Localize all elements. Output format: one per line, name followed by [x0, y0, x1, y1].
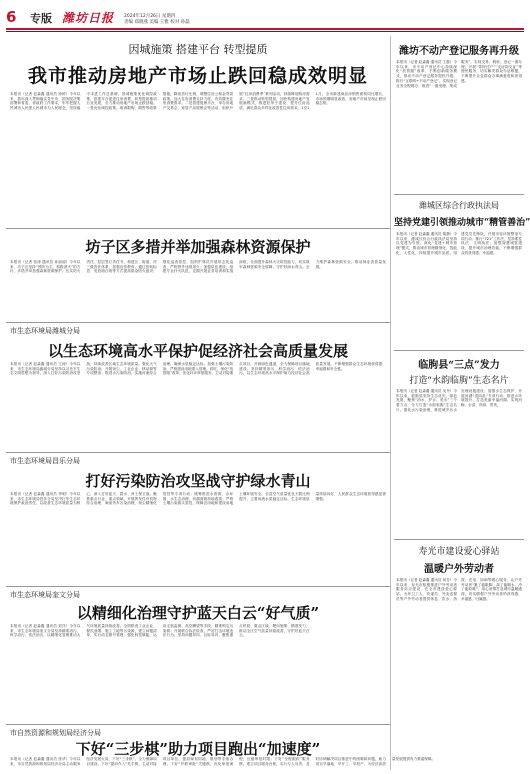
department-tag: 市生态环境局潍城分局 [10, 327, 80, 335]
article-headline: 温暖户外劳动者 [424, 564, 494, 575]
article-divider [6, 586, 390, 587]
article-body: 本报讯（记者 赵森鑫 通讯员 徐婷）今年以来，我市深入贯彻落实党中央、国务院决策部署和省委、省政府工作要求，牢牢把握人民城市人民建人民城市为人民理念，坚持稳中求进工作总基调，因城施策优化调控政策，搭建平台促进住房消费，转型提质推动行业发展，全力推动房地产市场止跌回稳。一是优化调控政策，取消限购、限售等政策措施，降低首付比例，调整住房公积金贷款政策，加大住房消费支持力度，有效激发住房消费需求。二是搭建促销平台，举办房地产交易会、家居产品展销会等活动，组织开展“住房消费季”系列活动，持续释放购房需求。三是推动转型提质，加快构建房地产发展新模式，推进好房子建设，提升住房品质，满足群众多样化改善性住房需求。1至11月，全市新建商品房销售面积同比增长，市场预期明显改善，房地产市场呈现止跌回稳态势。 [10, 92, 386, 111]
department-tag: 市生态环境局昌乐分局 [10, 457, 80, 465]
article-body: 本报讯（记者 赵森鑫 通讯员 李明）今年以来，市生态环境局昌乐分局坚决扛牢生态环境保护政治责任，以改善生态环境质量为核心，深入打好蓝天、碧水、净土保卫战。聚焦重点行业、重点领域，开展挥发性有机物综合治理、柴油货车污染治理、扬尘精细化管控等专项行动；统筹推进水资源、水环境、水生态治理，河湖面貌持续改善；严格土壤污染源头管控，保障农用地和建设用地土壤环境安全。全县空气质量优良天数比例提升，主要河流水质稳定达标，生态环境质量持续向好，人民群众生态环境获得感显著增强。 [10, 492, 386, 506]
department-tag: 市生态环境局奎文分局 [10, 591, 80, 599]
article-kicker: 寿光市建设爱心驿站 [418, 547, 500, 557]
section-name: 专版 [30, 12, 52, 25]
date-info [124, 14, 190, 26]
department-tag: 市自然资源和规划局经济分局 [10, 729, 101, 737]
article-body: 本报讯（记者 赵森鑫 通讯员 刘洋）今年以来，市生态环境局奎文分局坚持精准治污、科学治污、依法治污，以精细化管理推动大气环境质量持续改善。全面排查工业企业、餐饮油烟、施工工地等污染源，建立问题清单，实行动态销号管理；强化科技赋能，运用走航监测、高空瞭望等手段，精准锁定污染源；开展联合执法检查，严厉打击环境违法行为。坚持问题导向、目标导向，聚焦重点时段、重点区域，靶向施策、精准发力，推动全区空气质量持续改善，守护好蓝天白云。 [10, 624, 310, 638]
article-body: 本报讯（记者 赵森鑫 通讯员 吴丹）今年以来，临朐县坚持生态优先、绿色发展，聚焦“治水、护水、美水”三个着力点，全力打造“水韵临朐”生态名片。强化水污染治理，推进城乡污水处理设施建设；加强水生态保护，开展河湖“清四乱”专项行动；推进水环境提升，打造美丽幸福河湖，实现河畅、水清、岸绿、景美。 [396, 389, 522, 412]
article-divider [6, 322, 390, 323]
article-divider [6, 228, 390, 229]
page-header [6, 4, 524, 26]
article-kicker: 潍城区综合行政执法局 [419, 201, 499, 210]
article-headline: 坚持党建引领推动城市“精管善治” [394, 218, 530, 228]
article-subtitle: 打造“水韵临朐”生态名片 [409, 376, 509, 386]
article-divider [394, 539, 524, 540]
page-number: 6 [6, 8, 17, 26]
header-black-rule [6, 31, 524, 32]
article-body: 本报讯（记者 赵森鑫 通讯员 陈静）今年以来，潍城区综合行政执法局坚持以党建为引领，深化“党建+城市管理”模式，推动城市管理精细化、智能化、人性化，持续提升城市品质。组建党员先锋队，开展市容环境整治专项行动；推行“721”工作法，坚持柔性执法、文明执法；加强智慧城管建设，提升城市治理效能，不断增强群众的获得感、幸福感。 [396, 232, 522, 255]
article-divider [6, 452, 390, 453]
article-divider [394, 194, 524, 195]
article-kicker: 因城施策 搭建平台 转型提质 [128, 43, 268, 56]
newspaper-masthead: 潍坊日报 [62, 11, 115, 25]
date-line: 2024年12月26日 星期四 [124, 14, 176, 19]
article-divider [394, 350, 524, 351]
article-headline: 打好污染防治攻坚战守护绿水青山 [85, 472, 311, 490]
article-headline: 潍坊不动产登记服务再升级 [399, 46, 519, 57]
article-headline: 我市推动房地产市场止跌回稳成效明显 [27, 65, 368, 87]
article-headline: 以精细化治理守护蓝天白云“好气质” [76, 604, 320, 622]
header-red-rule [6, 28, 524, 30]
newspaper-page [6, 4, 530, 770]
article-headline: 下好“三步棋”助力项目跑出“加速度” [75, 740, 321, 758]
editor-line: 责编 郑晓燕 美编 王雅 校对 孙磊 [124, 20, 190, 25]
article-body: 本报讯（记者 张涛 通讯员 孙丽丽）今年以来，坊子区坚持“预防为主、积极消灭”的方针，多措并举加强森林资源保护。压实防火责任，层层签订责任书，构建区、街道、村三级责任体系；加强宣传教育，通过张贴标语、发放明白纸等方式提高群众防火意识；强化巡查管控，组织护林员开展常态化巡查，严防野外违规用火；加强队伍建设，组建专业扑火队伍，定期开展业务培训和实战演练，全面提升森林火灾防控能力，切实筑牢森林资源安全屏障，守护好绿水青山。全力维护森林资源安全，推动林业高质量发展。 [10, 260, 386, 274]
article-body: 本报讯（记者 赵森鑫 通讯员 何芳）今年以来，寿光市积极推进户外劳动者服务站点建设，在全市建设爱心驿站，为环卫工人、快递员、外卖送餐员等户外劳动者提供休息、饮水、热饭、充电、如厕等暖心服务，让户外劳动者“累了能歇脚、渴了能喝水、冷了能取暖”，用心用情打造城市温暖港湾，切实增强户外劳动者的获得感、幸福感、归属感。 [396, 578, 522, 601]
article-headline: 坊子区多措并举加强森林资源保护 [85, 238, 311, 256]
article-body: 本报讯（记者 赵森鑫 通讯员 张华）今年以来，市自然资源和规划局经济分局主动服务经济发展大局，下好“三步棋”，全力保障项目建设。下好“提前介入”先手棋，主动对接项目单位，提前谋划用地、规划等手续办理；下好“并联审批”关键棋，优化审批流程，压缩审批时限；下好“全程跟踪”服务棋，建立项目服务台账，实行专人负责，及时协调解决项目推进中的困难和问题，助力项目早落地、早开工、早投产，为经济高质量发展提供有力要素保障。 [10, 757, 436, 766]
article-headline: 临朐县“三点”发力 [418, 360, 500, 371]
article-body: 本报讯（记者 赵森鑫 通讯员 王磊）今年以来，市不动产登记中心持续深化“放管服”改革，不断创新服务模式，推动不动产登记服务提档升级。推行“互联网+不动产登记”，实现登记业务全程网办；推进“一窗受理、集成服务”，实现交易、税收、登记一窗办理；开展“带押过户”“交房即交证”等便民服务，切实解决群众办证难题，不断提升企业群众办事满意度和获得感。 [396, 60, 522, 88]
main-column-divider [390, 36, 391, 770]
article-body: 本报讯（记者 赵森鑫 通讯员 王涛）今年以来，市生态环境局潍城分局坚持以习近平生态文明思想为指导，深入打好污染防治攻坚战，持续改善区域生态环境质量。强化大气污染防治，开展扬尘、工业企业、移动源等专项整治；推进水污染防治，实施河流综合治理，确保水质稳定达标；加强土壤污染防治，严格建设用地准入管理。同时，深化“放管服”改革，优化环评审批服务，主动对接重点项目，开辟绿色通道，全力保障项目落地建设。坚持精准治污、科学治污、依法治污，以生态环境高水平保护助力经济社会高质量发展，不断增强群众生态环境获得感、幸福感和安全感。 [10, 362, 386, 376]
article-headline: 以生态环境高水平保护促经济社会高质量发展 [47, 342, 348, 360]
article-divider [6, 724, 390, 725]
